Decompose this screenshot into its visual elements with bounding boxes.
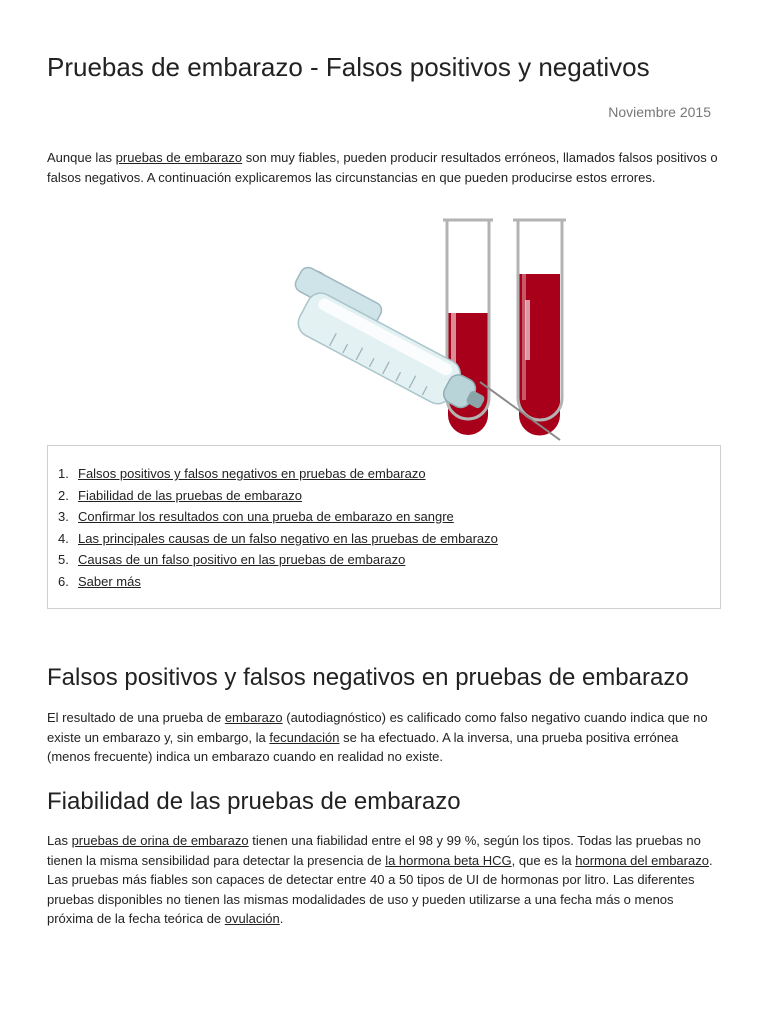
toc-item (58, 506, 498, 528)
syringe-test-tubes-illustration (242, 210, 582, 445)
toc-item (58, 485, 498, 507)
syringe-and-blood-test-tubes-icon (242, 210, 582, 445)
link-ovulacion[interactable]: ovulación (224, 911, 280, 926)
page-title: Pruebas de embarazo - Falsos positivos y negativos (47, 52, 650, 82)
paragraph-text: . (279, 911, 284, 926)
toc-link[interactable]: Las principales causas de un falso negativo en las pruebas de embarazo (78, 530, 498, 546)
link-hormona-beta-hcg[interactable]: la hormona beta HCG (385, 852, 512, 868)
paragraph-text: . Las pruebas más fiables son capaces de detectar entre 40 a 50 tipos de UI de hormonas por litro. Las diferentes pruebas disponibles no tienen las mismas modalidades de uso y pueden utilizarse a una fecha más o menos próxima de la fecha teórica de (47, 852, 713, 926)
intro-paragraph (47, 148, 721, 187)
toc-number: 3. (58, 509, 69, 524)
toc-number: 6. (58, 573, 69, 589)
toc-number: 5. (58, 552, 69, 567)
link-hormona-del-embarazo[interactable]: hormona del embarazo (575, 852, 709, 868)
intro-text-2: son muy fiables, pueden producir resultados erróneos, llamados falsos positivos o falsos negativos. A continuación explicaremos las circunstancias en que pueden producirse estos errores. (47, 150, 718, 185)
paragraph-text: se ha efectuado. A la inversa, una prueba positiva errónea (menos frecuente) indica un embarazo cuando en realidad no existe. (47, 729, 679, 764)
toc-item (58, 549, 498, 571)
toc-item (58, 463, 498, 485)
link-fecundacion[interactable]: fecundación (269, 729, 340, 745)
paragraph-text: , que es la (511, 852, 576, 868)
link-pruebas-de-orina[interactable]: pruebas de orina de embarazo (71, 833, 249, 848)
toc-number: 2. (58, 487, 69, 503)
toc-item (58, 571, 498, 593)
toc-link[interactable]: Causas de un falso positivo en las pruebas de embarazo (78, 552, 406, 567)
toc-list (58, 463, 498, 592)
intro-text-1: Aunque las (47, 150, 116, 165)
section-paragraph-falsos-positivos (47, 708, 721, 767)
link-embarazo[interactable]: embarazo (224, 710, 283, 725)
paragraph-text: tienen una fiabilidad entre el 98 y 99 %, según los tipos. Todas las pruebas no tienen la misma sensibilidad para detectar la presencia de (47, 833, 701, 868)
toc-link[interactable]: Falsos positivos y falsos negativos en pruebas de embarazo (78, 466, 426, 481)
link-pruebas-de-embarazo[interactable]: pruebas de embarazo (115, 150, 243, 165)
section-heading-falsos-positivos: Falsos positivos y falsos negativos en pruebas de embarazo (47, 664, 689, 691)
section-heading-fiabilidad: Fiabilidad de las pruebas de embarazo (47, 788, 461, 815)
toc-number: 1. (58, 466, 69, 481)
toc-link[interactable]: Fiabilidad de las pruebas de embarazo (78, 487, 303, 503)
toc-link[interactable]: Confirmar los resultados con una prueba de embarazo en sangre (78, 509, 454, 524)
toc-item (58, 528, 498, 550)
paragraph-text: El resultado de una prueba de (47, 710, 225, 725)
toc-link[interactable]: Saber más (78, 573, 141, 589)
table-of-contents (47, 445, 721, 609)
section-paragraph-fiabilidad (47, 831, 721, 929)
toc-number: 4. (58, 530, 69, 546)
paragraph-text: (autodiagnóstico) es calificado como falso negativo cuando indica que no existe un embarazo y, sin embargo, la (47, 710, 708, 745)
paragraph-text: Las (47, 833, 72, 848)
publication-date: Noviembre 2015 (608, 104, 711, 120)
